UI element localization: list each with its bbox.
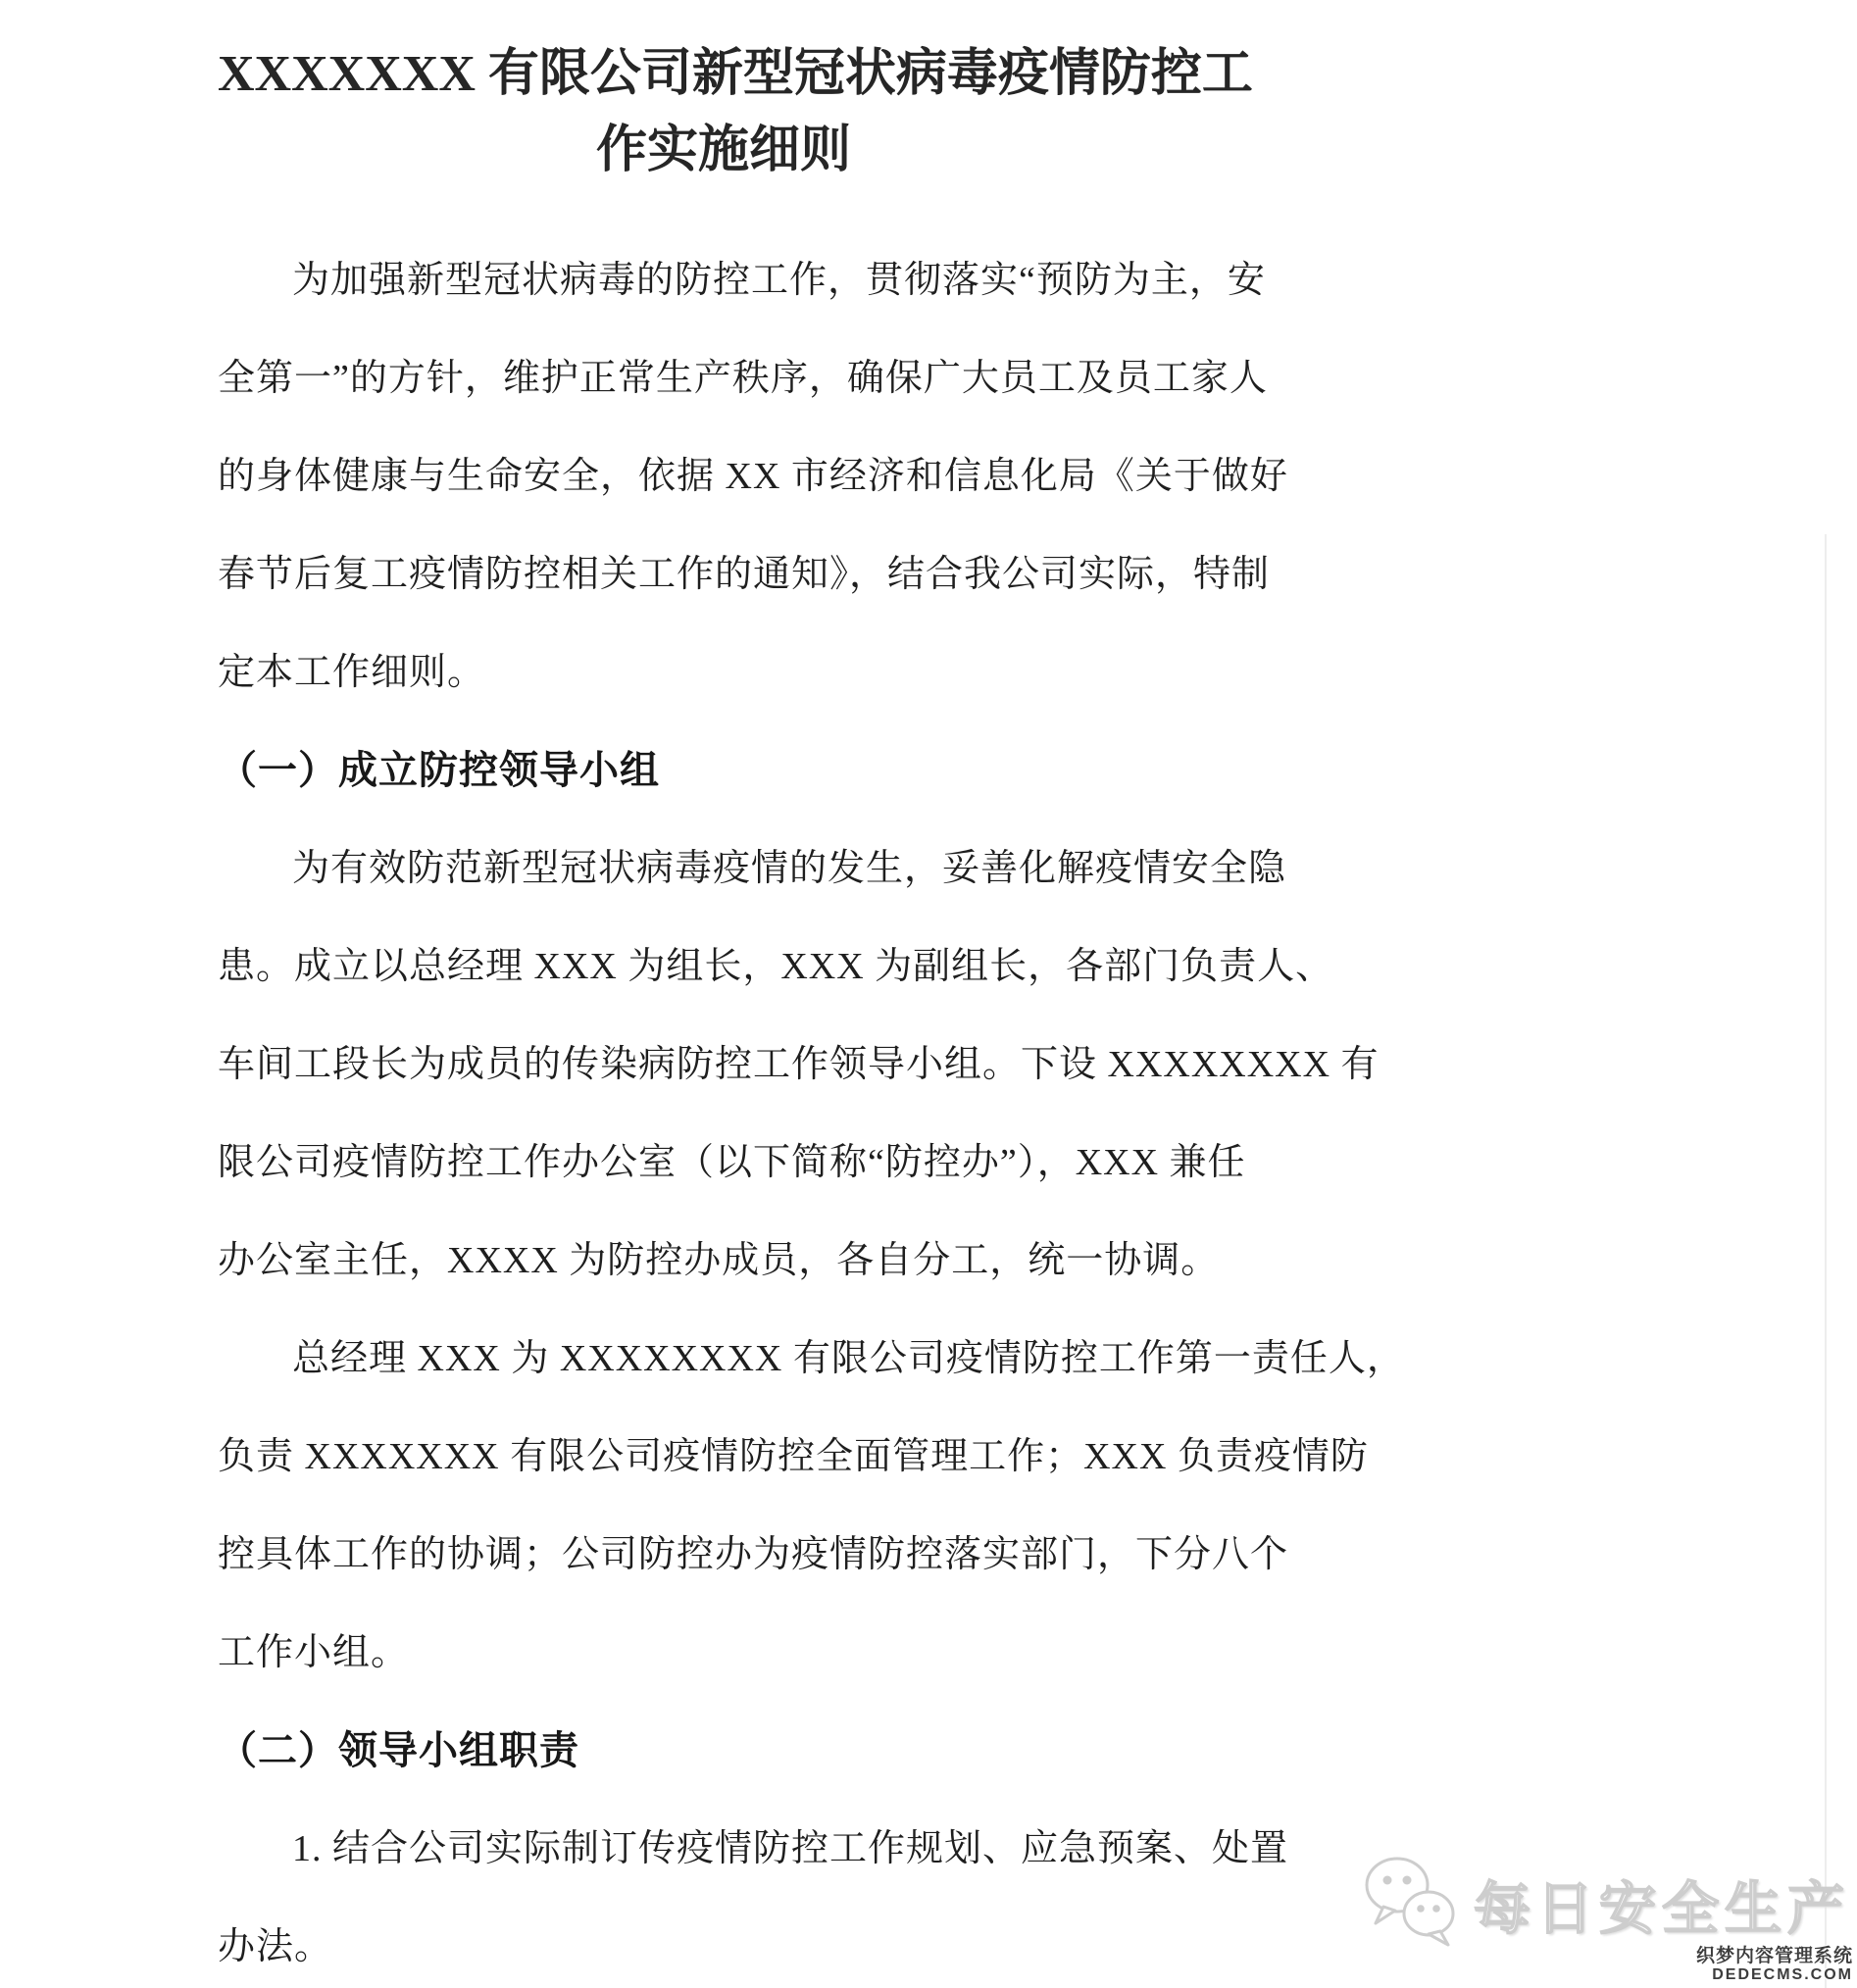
section-heading: （一）成立防控领导小组 [218,748,660,793]
paragraph-line: 办法。 [218,1926,333,1968]
section [218,1702,1230,1800]
paragraph-line: 办公室主任，XXXX 为防控办成员，各自分工，统一协调。 [218,1240,1220,1282]
paragraph-line: 春节后复工疫情防控相关工作的通知》，结合我公司实际，特制 [218,554,1271,596]
watermark-label: 每日安全生产 [1474,1876,1851,1941]
document-title [218,21,1253,189]
wechat-icon [1358,1853,1464,1954]
paragraph-line: 患。成立以总经理 XXX 为组长，XXX 为副组长，各部门负责人、 [218,946,1334,988]
paragraph-line: 定本工作细则。 [218,652,486,694]
paragraph-line: 车间工段长为成员的传染病防控工作领导小组。下设 XXXXXXXX 有 [218,1044,1380,1086]
wechat-watermark [1358,1853,1850,1954]
document-body [218,231,1405,1988]
title-line: 作实施细则 [595,123,851,179]
document-content [218,0,1405,1988]
cms-domain: DEDECMS.COM [1712,1966,1853,1983]
paragraph-line: 1. 结合公司实际制订传疫情防控工作规划、应急预案、处置 [292,1828,1289,1870]
cms-watermark [1696,1946,1853,1984]
paragraph-line: 限公司疫情防控工作办公室（以下简称“防控办”），XXX 兼任 [218,1142,1246,1184]
paragraph-line: 的身体健康与生命安全，依据 XX 市经济和信息化局《关于做好 [218,456,1288,498]
paragraph-line: 负责 XXXXXXX 有限公司疫情防控全面管理工作；XXX 负责疫情防 [218,1436,1369,1478]
section [218,721,1230,820]
paragraph-line: 全第一”的方针，维护正常生产秩序，确保广大员工及员工家人 [218,358,1268,400]
page-edge-line [1825,534,1827,1988]
paragraph [218,231,1288,721]
paragraph-line: 为加强新型冠状病毒的防控工作，贯彻落实“预防为主，安 [292,260,1266,302]
paragraph [218,1310,1405,1702]
title-line: XXXXXXX 有限公司新型冠状病毒疫情防控工 [218,46,1253,103]
paragraph [218,820,1380,1310]
cms-name: 织梦内容管理系统 [1695,1946,1853,1966]
paragraph-line: 为有效防范新型冠状病毒疫情的发生，妥善化解疫情安全隐 [292,848,1287,890]
paragraph [218,1800,1289,1988]
paragraph-line: 总经理 XXX 为 XXXXXXXX 有限公司疫情防控工作第一责任人， [292,1338,1405,1380]
section-heading: （二）领导小组职责 [218,1728,579,1773]
paragraph-line: 控具体工作的协调；公司防控办为疫情防控落实部门，下分八个 [218,1534,1289,1576]
paragraph-line: 工作小组。 [218,1632,410,1674]
